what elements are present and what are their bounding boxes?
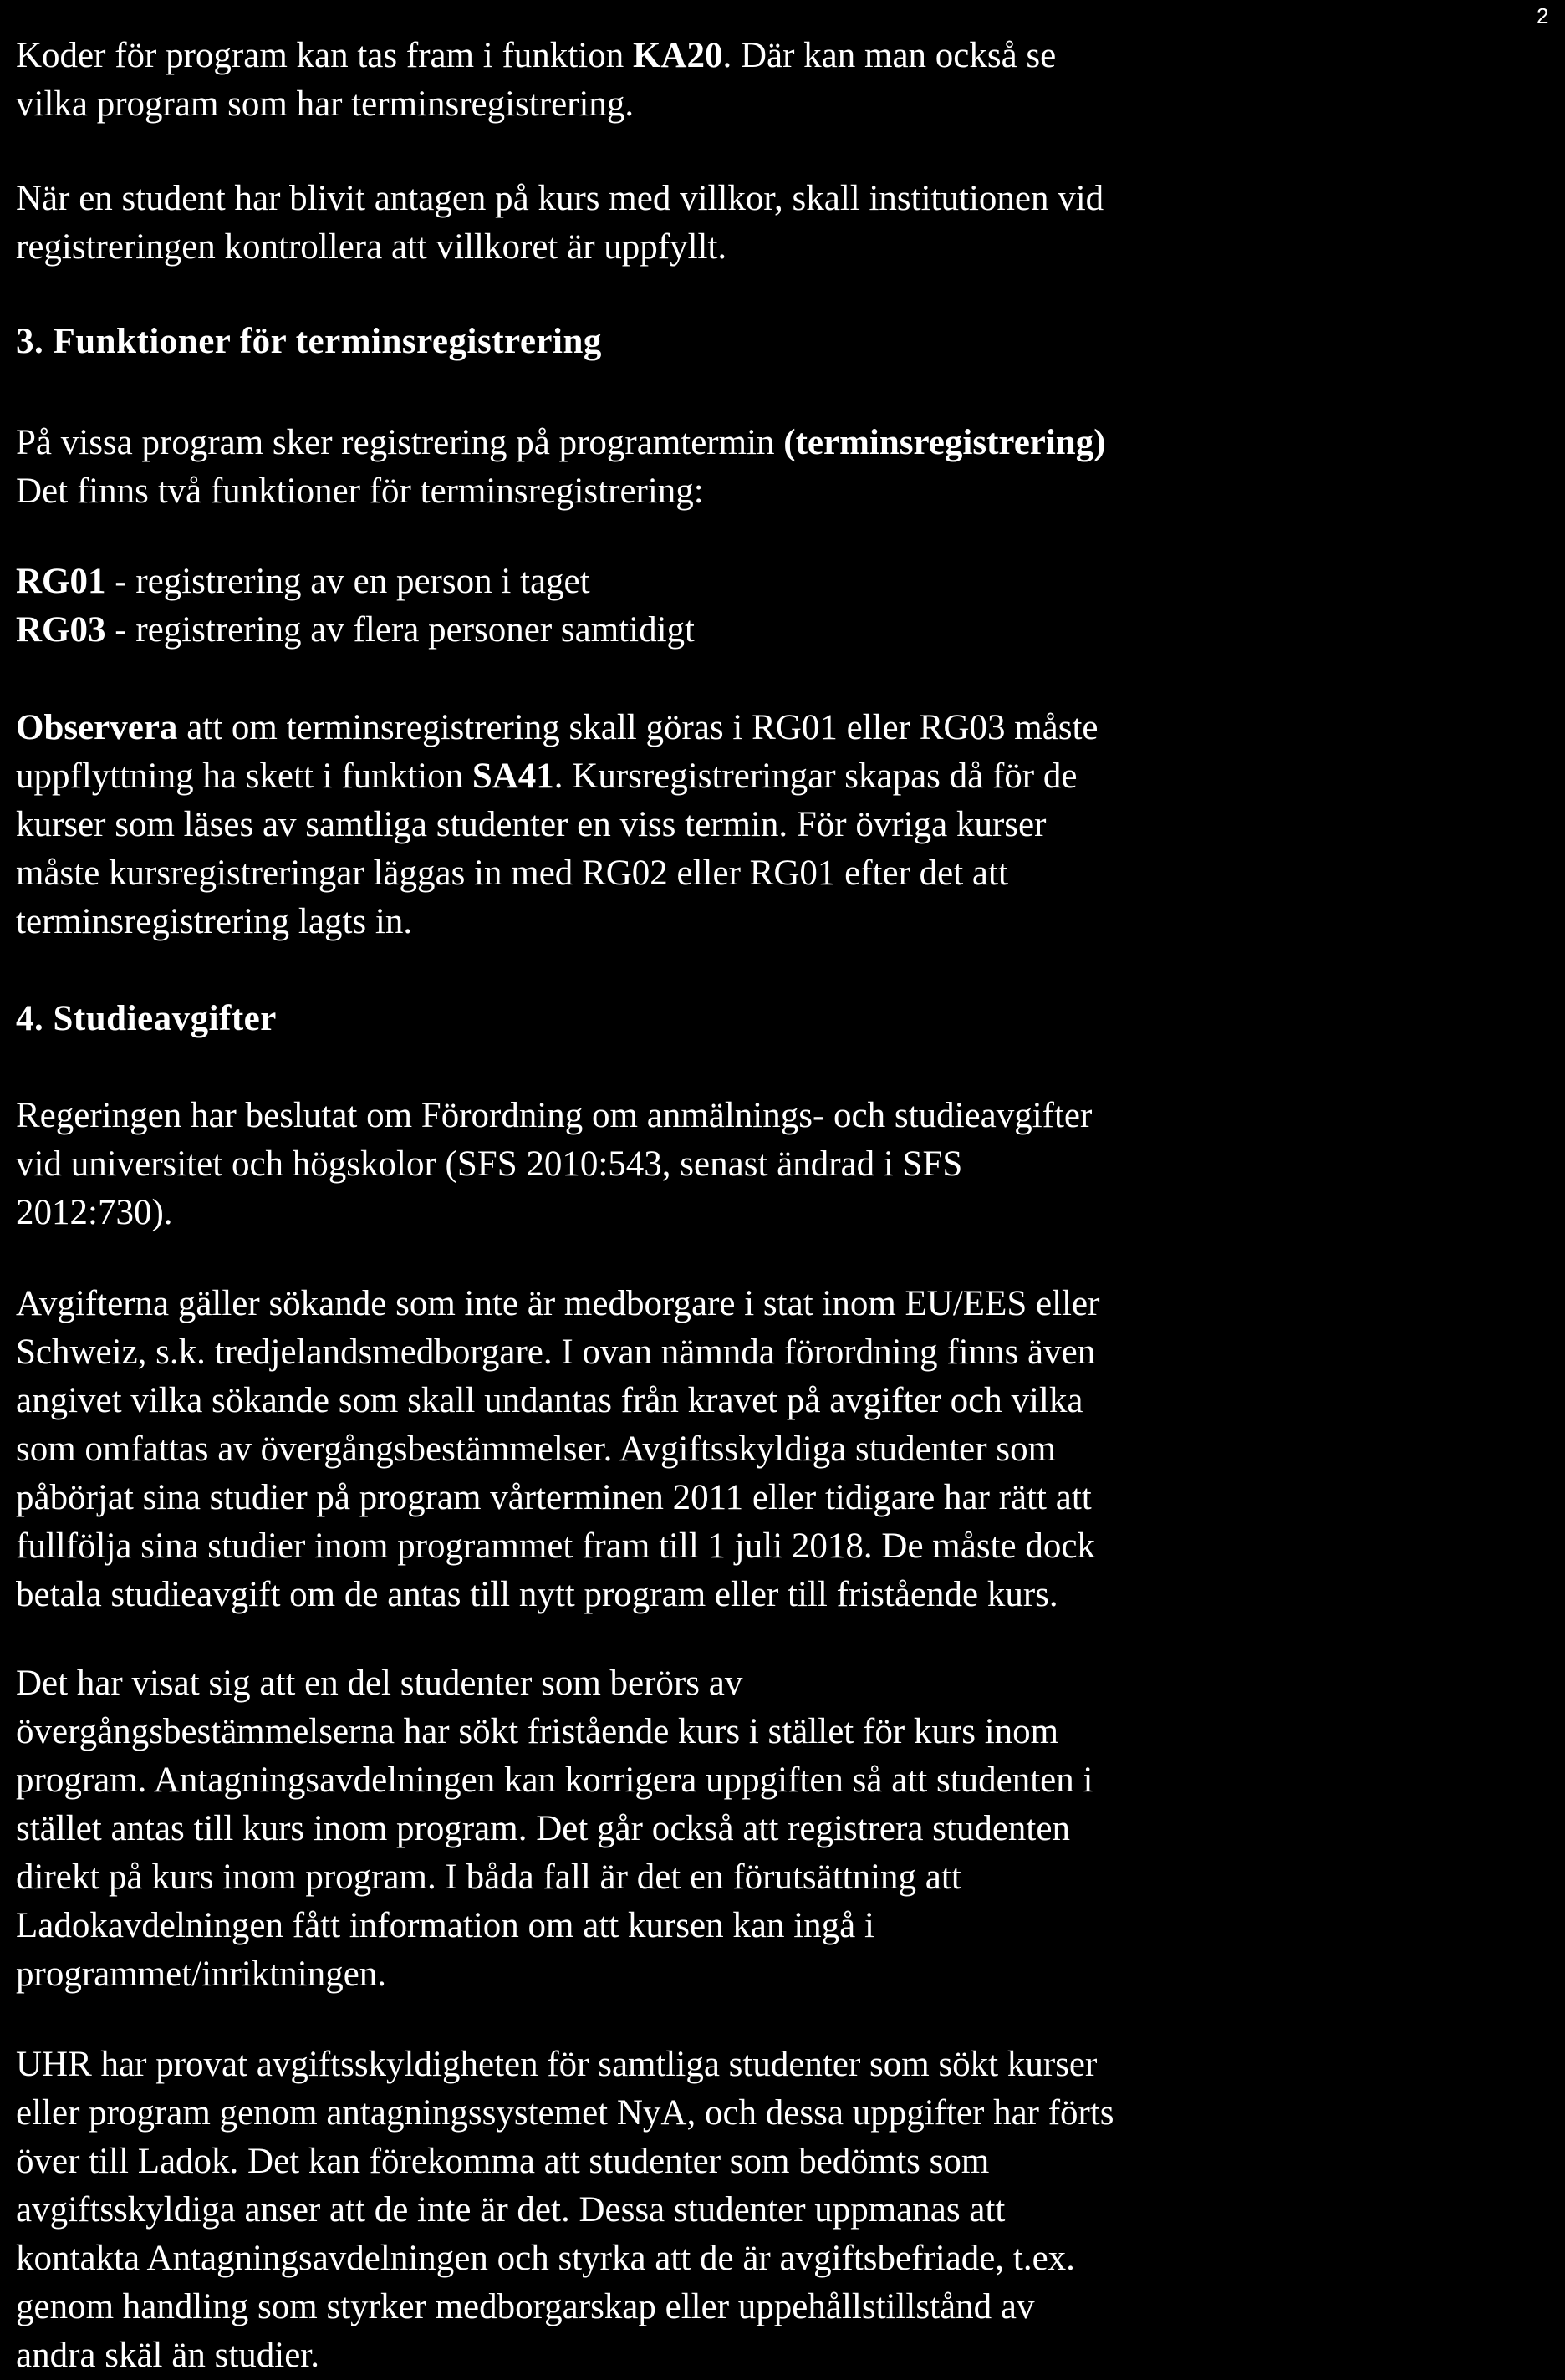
paragraph-conditional-admission [16,175,1370,272]
paragraph-uhr-assessment [16,2041,1370,2380]
paragraph-program-codes [16,32,1370,129]
paragraph-term-registration [16,419,1370,516]
text-line: På vissa program sker registrering på programtermin (terminsregistrering) [16,423,1106,462]
text-line: andra skäl än studier. [16,2336,320,2375]
section-heading-3 [16,318,1370,366]
text-line: programmet/inriktningen. [16,1954,387,1994]
text-line: fullfölja sina studier inom programmet fram till 1 juli 2018. De måste dock [16,1526,1095,1566]
text-line: påbörjat sina studier på program vårterminen 2011 eller tidigare har rätt att [16,1478,1092,1517]
paragraph-fees-applicability [16,1280,1370,1619]
heading-text: 3. Funktioner för terminsregistrering [16,322,602,361]
observe-label: Observera [16,708,178,747]
function-code-rg03: RG03 [16,610,106,650]
text-line: Schweiz, s.k. tredjelandsmedborgare. I ovan nämnda förordning finns även [16,1333,1096,1372]
text-line: över till Ladok. Det kan förekomma att studenter som bedömts som [16,2142,990,2181]
text-line: 2012:730). [16,1193,173,1232]
text-line: genom handling som styrker medborgarskap eller uppehållstillstånd av [16,2287,1035,2326]
text-line: angivet vilka sökande som skall undantas från kravet på avgifter och vilka [16,1381,1083,1420]
paragraph-transitional-rules [16,1659,1370,1999]
text-line: vilka program som har terminsregistrering. [16,84,635,124]
term-registration-term: (terminsregistrering) [783,423,1106,462]
text-line: UHR har provat avgiftsskyldigheten för samtliga studenter som sökt kurser [16,2045,1098,2084]
text-line: Avgifterna gäller sökande som inte är medborgare i stat inom EU/EES eller [16,1284,1100,1323]
function-code-ka20: KA20 [632,36,723,75]
text-line: betala studieavgift om de antas till nytt program eller till fristående kurs. [16,1575,1058,1614]
text-line: Koder för program kan tas fram i funktion KA20. Där kan man också se [16,36,1057,75]
text-line: stället antas till kurs inom program. Det går också att registrera studenten [16,1809,1070,1848]
text-line: vid universitet och högskolor (SFS 2010:543, senast ändrad i SFS [16,1144,963,1184]
text-line: Det har visat sig att en del studenter som berörs av [16,1664,743,1703]
list-item: RG03 - registrering av flera personer samtidigt [16,610,695,650]
function-code-rg01: RG01 [16,562,106,601]
text-line: program. Antagningsavdelningen kan korrigera uppgiften så att studenten i [16,1761,1093,1800]
paragraph-observe [16,704,1370,946]
text-line: övergångsbestämmelserna har sökt fristående kurs i stället för kurs inom [16,1712,1059,1751]
text-line: Observera att om terminsregistrering skall göras i RG01 eller RG03 måste [16,708,1099,747]
function-code-sa41: SA41 [472,757,554,796]
text-line: kontakta Antagningsavdelningen och styrka att de är avgiftsbefriade, t.ex. [16,2239,1075,2278]
text-line: direkt på kurs inom program. I båda fall är det en förutsättning att [16,1858,961,1897]
page-number: 2 [1537,3,1549,28]
text-line: kurser som läses av samtliga studenter en viss termin. För övriga kurser [16,805,1047,844]
text-line: Det finns två funktioner för terminsregistrering: [16,471,704,511]
paragraph-regulation [16,1092,1370,1237]
text-line: eller program genom antagningssystemet NyA, och dessa uppgifter har förts [16,2093,1114,2133]
text-line: Ladokavdelningen fått information om att kursen kan ingå i [16,1906,874,1945]
function-list [16,558,1370,655]
text-line: När en student har blivit antagen på kurs med villkor, skall institutionen vid [16,179,1104,218]
list-item: RG01 - registrering av en person i taget [16,562,590,601]
heading-text: 4. Studieavgifter [16,999,277,1038]
section-heading-4 [16,995,1370,1043]
text-line: som omfattas av övergångsbestämmelser. Avgiftsskyldiga studenter som [16,1430,1057,1469]
text-line: registreringen kontrollera att villkoret är uppfyllt. [16,227,727,267]
text-line: avgiftsskyldiga anser att de inte är det. Dessa studenter uppmanas att [16,2190,1006,2230]
text-line: Regeringen har beslutat om Förordning om anmälnings- och studieavgifter [16,1096,1093,1135]
text-line: uppflyttning ha skett i funktion SA41. Kursregistreringar skapas då för de [16,757,1078,796]
text-line: terminsregistrering lagts in. [16,902,413,941]
text-line: måste kursregistreringar läggas in med RG02 eller RG01 efter det att [16,854,1008,893]
